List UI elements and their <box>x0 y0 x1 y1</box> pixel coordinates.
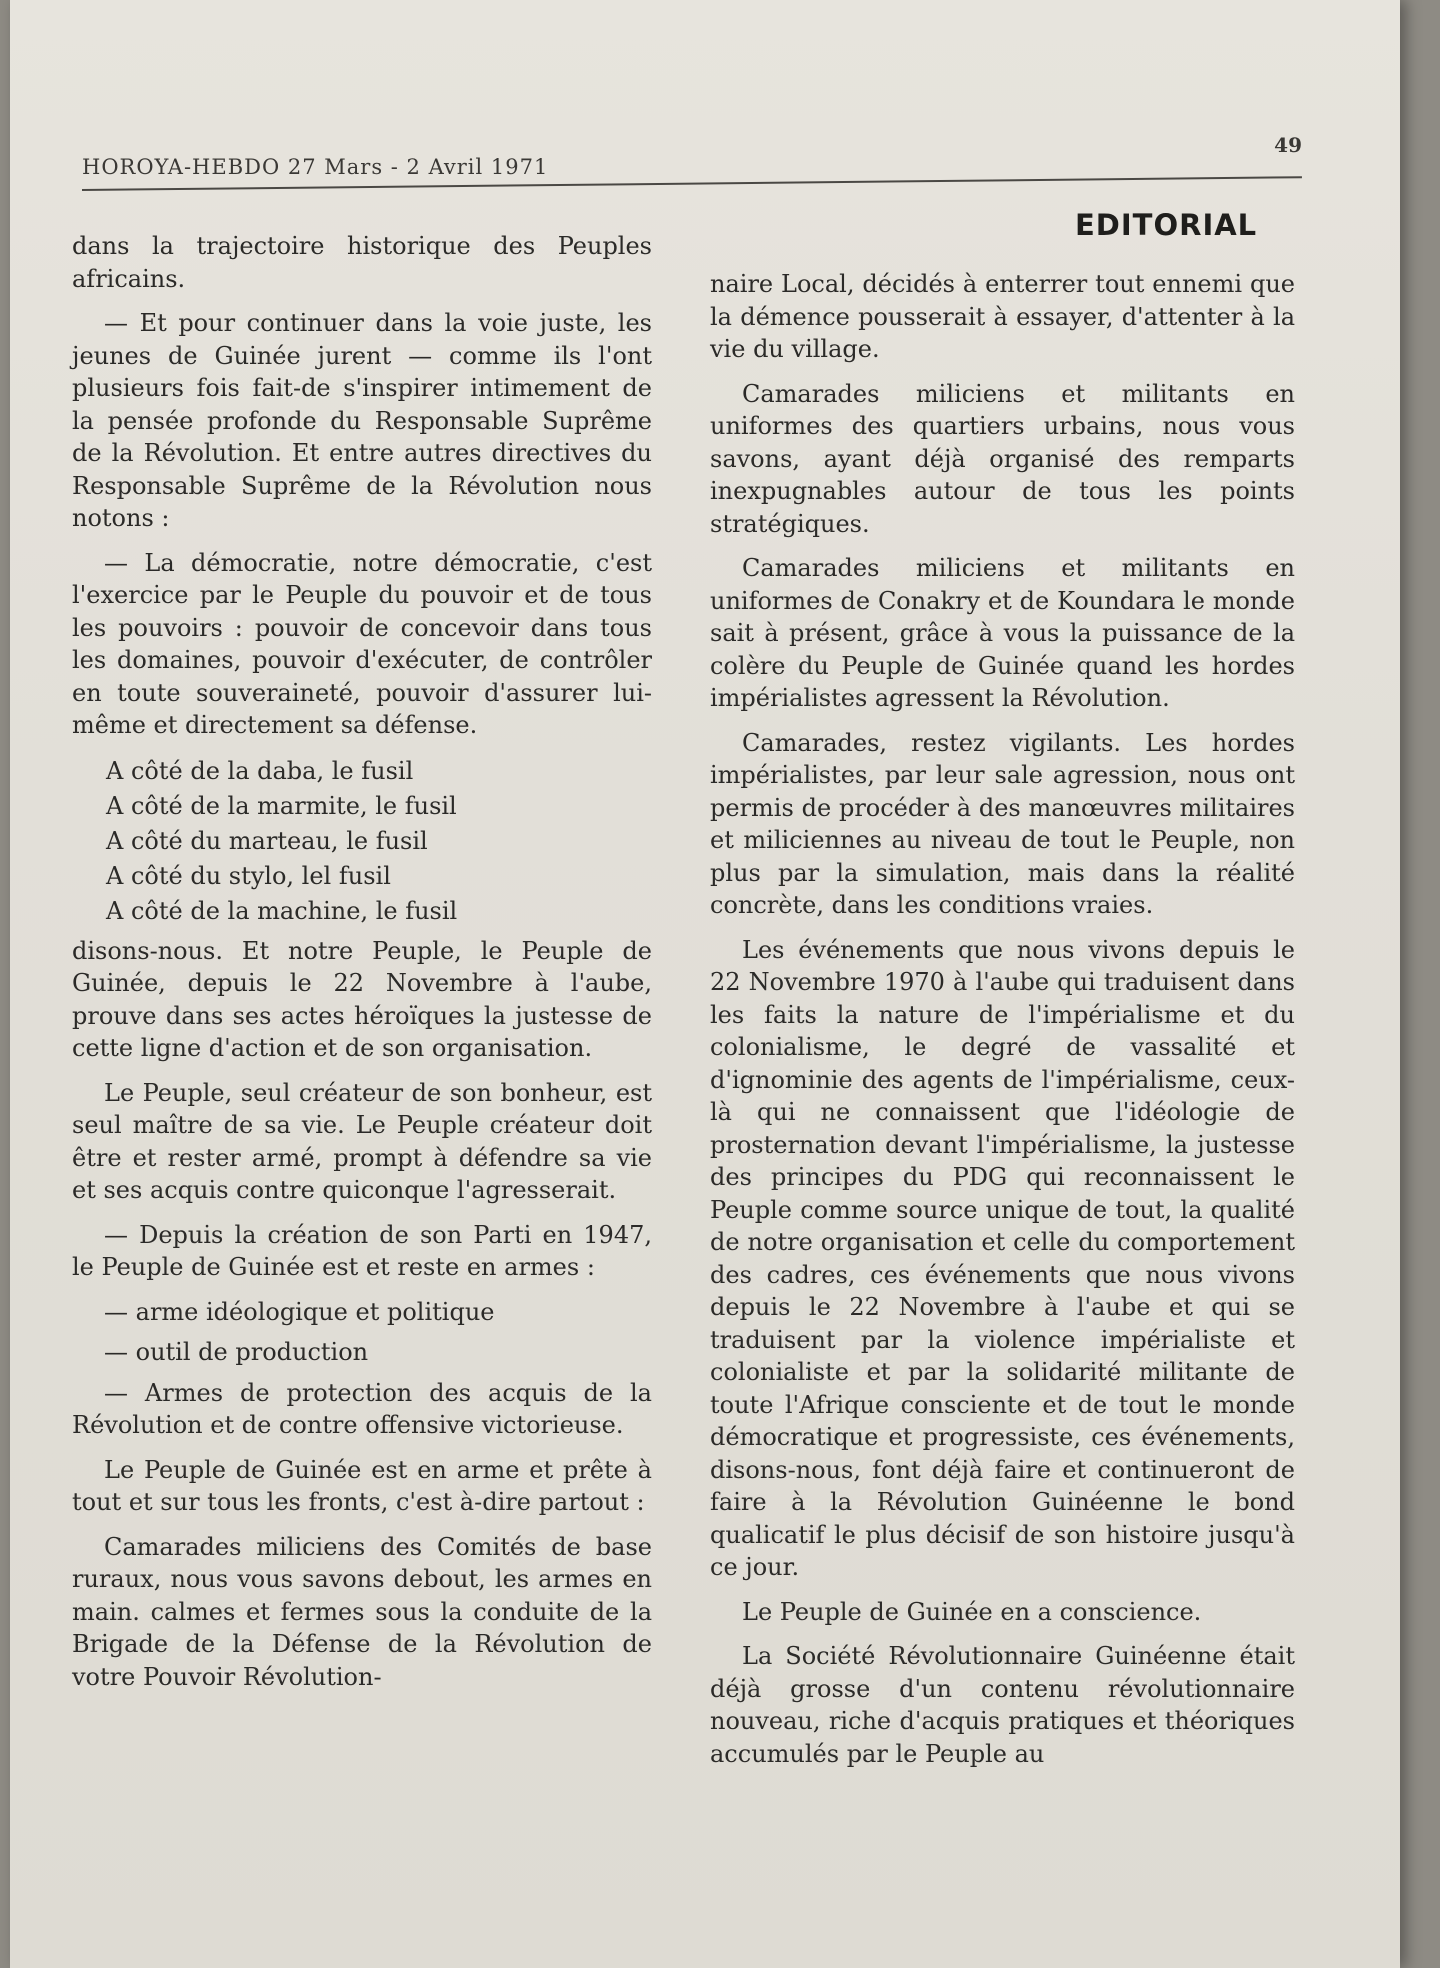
page-number: 49 <box>1274 133 1302 157</box>
section-heading: EDITORIAL <box>1075 208 1258 242</box>
paragraph: Camarades miliciens et militants en uniformes des quartiers urbains, nous vous savons, ayant déjà organisé des remparts inexpugnables autour de tous les points stratégiques. <box>710 379 1295 538</box>
paragraph: Le Peuple de Guinée est en arme et prête à tout et sur tous les fronts, c'est à-dire partout : <box>72 1455 652 1516</box>
verse-line: A côté du marteau, le fusil <box>106 826 428 855</box>
verse-block <box>72 754 652 929</box>
verse-line: A côté de la machine, le fusil <box>106 896 458 925</box>
publication-title: HOROYA-HEBDO 27 Mars - 2 Avril 1971 <box>82 155 549 179</box>
right-column <box>710 268 1295 1782</box>
verse-line: A côté de la daba, le fusil <box>106 756 414 785</box>
paragraph: La Société Révolutionnaire Guinéenne était déjà grosse d'un contenu révolutionnaire nouveau, riche d'acquis pratiques et théoriques accumulés par le Peuple au <box>710 1642 1295 1768</box>
paragraph: Camarades miliciens des Comités de base ruraux, nous vous savons debout, les armes en main. calmes et fermes sous la conduite de la Brigade de la Défense de la Révolution de votre Pouvoir Révolution- <box>72 1532 652 1691</box>
paragraph: Le Peuple de Guinée en a conscience. <box>742 1597 1202 1626</box>
paragraph: Le Peuple, seul créateur de son bonheur, est seul maître de sa vie. Le Peuple créateur doit être et rester armé, prompt à défendre sa vie et ses acquis contre quiconque l'agresserait. <box>72 1078 652 1204</box>
left-column <box>72 230 652 1705</box>
newspaper-page <box>10 0 1400 1968</box>
paragraph: naire Local, décidés à enterrer tout ennemi que la démence pousserait à essayer, d'attenter à la vie du village. <box>710 270 1295 363</box>
paragraph: dans la trajectoire historique des Peuples africains. <box>72 232 652 293</box>
paragraph: Les événements que nous vivons depuis le 22 Novembre 1970 à l'aube qui traduisent dans les faits la nature de l'impérialisme et du colonialisme, le degré de vassalité et d'ignominie des agents de l'impérialisme, ceux-là qui ne connaissent que l'idéologie de prosternation devant l'impérialisme, la justesse des principes du PDG qui reconnaissent le Peuple comme source unique de tout, la qualité de notre organisation et celle du comportement des cadres, ces événements que nous vivons depuis le 22 Novembre à l'aube et qui se traduisent par la violence impérialiste et colonialiste et par la solidarité militante de toute l'Afrique consciente et de tout le monde démocratique et progressiste, ces événements, disons-nous, font déjà faire et continueront de faire à la Révolution Guinéenne le bond qualicatif le plus décisif de son histoire jusqu'à ce jour. <box>710 935 1295 1581</box>
verse-line: A côté de la marmite, le fusil <box>106 791 457 820</box>
page-header <box>82 133 1302 195</box>
paragraph: Camarades miliciens et militants en uniformes de Conakry et de Koundara le monde sait à présent, grâce à vous la puissance de la colère du Peuple de Guinée quand les hordes impérialistes agressent la Révolution. <box>710 554 1295 712</box>
list-item: — arme idéologique et politique <box>104 1297 495 1326</box>
paragraph: disons-nous. Et notre Peuple, le Peuple de Guinée, depuis le 22 Novembre à l'aube, prouve dans ses actes héroïques la justesse de cette ligne d'action et de son organisation. <box>72 936 652 1062</box>
verse-line: A côté du stylo, lel fusil <box>106 861 391 890</box>
paragraph: — Depuis la création de son Parti en 1947, le Peuple de Guinée est et reste en armes : <box>72 1220 652 1281</box>
paragraph: — La démocratie, notre démocratie, c'est l'exercice par le Peuple du pouvoir et de tous les pouvoirs : pouvoir de concevoir dans tous les domaines, pouvoir d'exécuter, de contrôler en toute souveraineté, pouvoir d'assurer lui-même et directement sa défense. <box>72 548 652 739</box>
paragraph: Camarades, restez vigilants. Les hordes impérialistes, par leur sale agression, nous ont permis de procéder à des manœuvres militaires et miliciennes au niveau de tout le Peuple, non plus par la simulation, mais dans la réalité concrète, dans les conditions vraies. <box>710 728 1295 919</box>
list-item: — outil de production <box>104 1338 369 1366</box>
list-item: — Armes de protection des acquis de la Révolution et de contre offensive victorieuse. <box>72 1378 652 1439</box>
paragraph: — Et pour continuer dans la voie juste, les jeunes de Guinée jurent — comme ils l'ont plusieurs fois fait-de s'inspirer intimement de la pensée profonde du Responsable Suprême de la Révolution. Et entre autres directives du Responsable Suprême de la Révolution nous notons : <box>72 309 652 532</box>
